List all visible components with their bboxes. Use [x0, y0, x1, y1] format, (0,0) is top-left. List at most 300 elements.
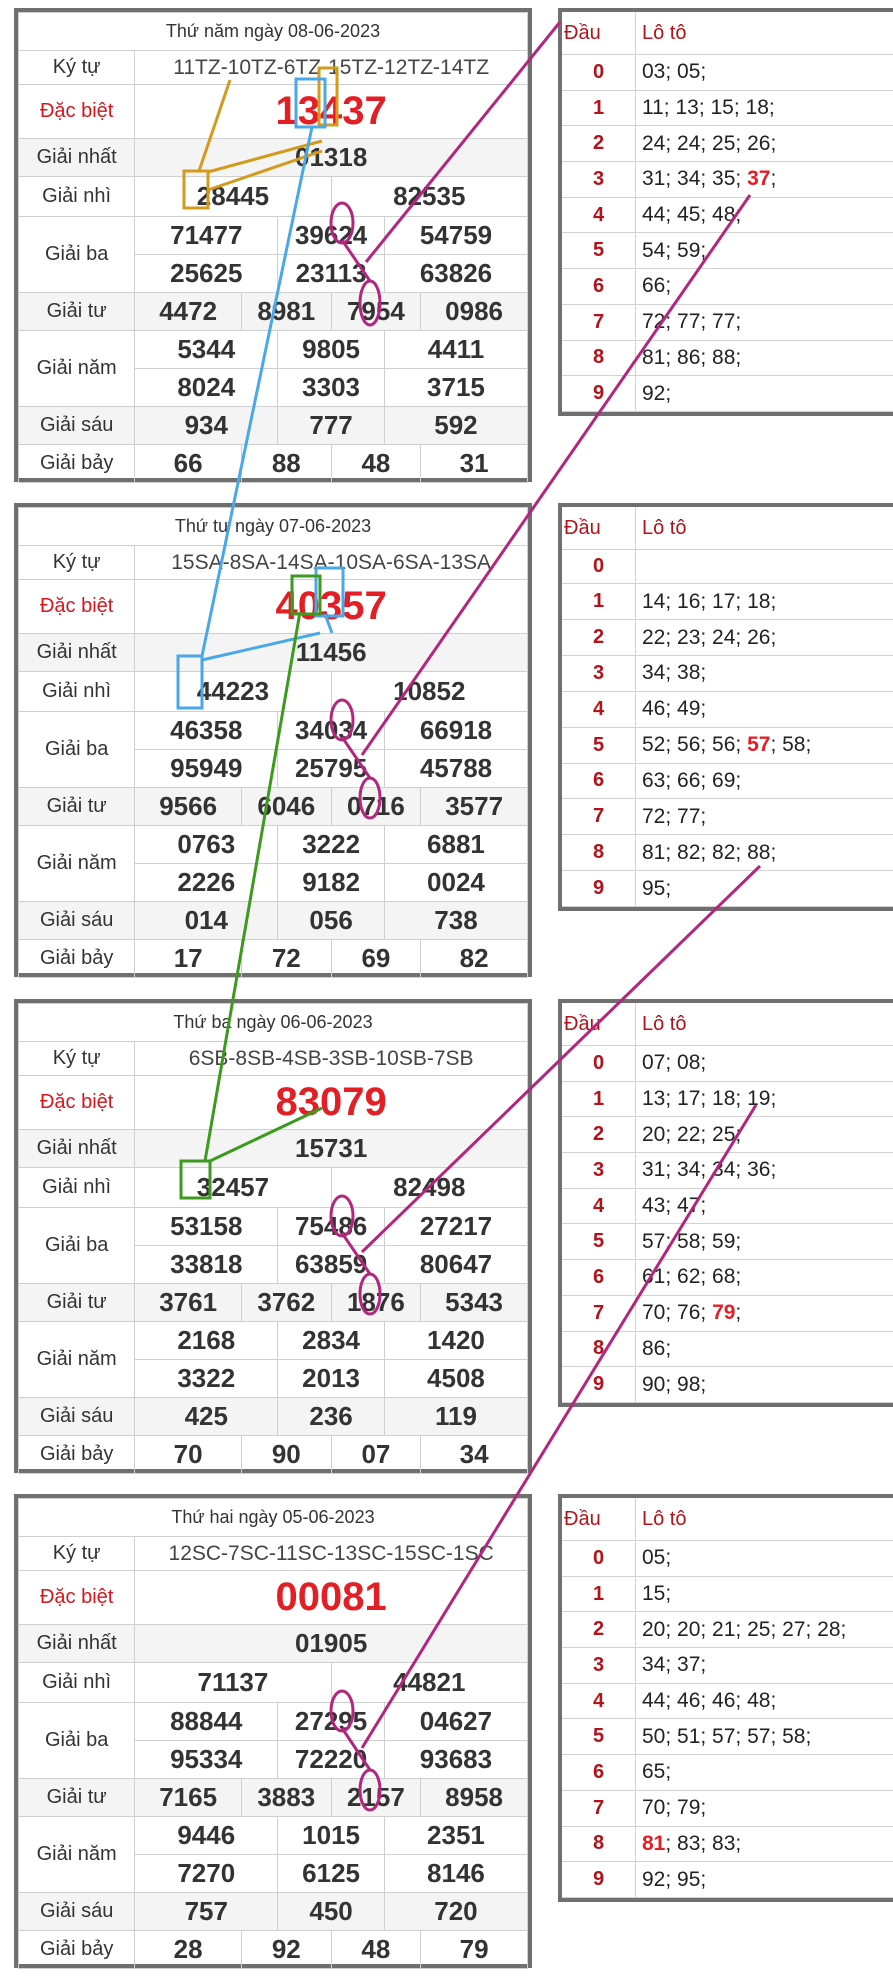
loto-head: 6: [562, 1260, 636, 1296]
sixth-prize-number: 425: [135, 1398, 278, 1436]
loto-row: [562, 126, 893, 162]
loto-values: [636, 620, 893, 656]
sixth-prize-number: 014: [135, 902, 278, 940]
fourth-prize-number: 3577: [421, 788, 528, 826]
loto-head: 8: [562, 1331, 636, 1367]
sixth-prize-number: 777: [278, 407, 385, 445]
seventh-prize-number: 92: [241, 1931, 331, 1969]
loto-head: 0: [562, 550, 636, 584]
loto-text: 31; 34; 34; 36;: [642, 1158, 777, 1182]
loto-highlight: 37: [747, 167, 771, 191]
loto-text: ;: [770, 167, 777, 191]
loto-values: [636, 584, 893, 620]
second-prize-number: 82535: [331, 177, 527, 217]
sixth-prize-number: 720: [384, 1893, 527, 1931]
fifth-prize-number: 4411: [384, 331, 527, 369]
loto-text: 61; 62; 68;: [642, 1265, 742, 1289]
loto-text: 13; 17; 18; 19;: [642, 1087, 777, 1111]
loto-row: [562, 835, 893, 871]
fifth-prize-number: 3303: [278, 369, 385, 407]
day-block: [0, 495, 893, 985]
loto-head: 4: [562, 197, 636, 233]
loto-text: ; 83; 83;: [665, 1831, 742, 1855]
third-prize-label: Giải ba: [19, 1703, 135, 1779]
loto-text: 63; 66; 69;: [642, 768, 742, 792]
draw-title: Thứ ba ngày 06-06-2023: [19, 1004, 528, 1042]
loto-text: 03; 05;: [642, 60, 707, 84]
loto-values: [636, 304, 893, 340]
code-label: Ký tự: [19, 51, 135, 85]
third-prize-number: 80647: [384, 1246, 527, 1284]
loto-row: [562, 656, 893, 692]
first-prize-number: 11456: [135, 634, 528, 672]
third-prize-number: 34034: [278, 712, 385, 750]
loto-values: [636, 550, 893, 584]
third-prize-number: 25795: [278, 750, 385, 788]
loto-text: 07; 08;: [642, 1051, 707, 1075]
third-prize-number: 27217: [384, 1208, 527, 1246]
loto-text: 95;: [642, 876, 672, 900]
loto-table: [558, 1494, 893, 1902]
loto-highlight: 81: [642, 1831, 666, 1855]
loto-head: 2: [562, 1117, 636, 1153]
loto-values: [636, 727, 893, 763]
loto-row: [562, 376, 893, 412]
loto-text: 31; 34; 35;: [642, 167, 748, 191]
loto-head: 8: [562, 835, 636, 871]
dau-header: Đầu: [562, 1498, 636, 1541]
fifth-prize-number: 1420: [384, 1322, 527, 1360]
third-prize-number: 72220: [278, 1741, 385, 1779]
loto-head: 9: [562, 376, 636, 412]
first-prize-number: 15731: [135, 1130, 528, 1168]
fifth-prize-number: 0024: [384, 864, 527, 902]
loto-row: [562, 1331, 893, 1367]
second-prize-label: Giải nhì: [19, 1663, 135, 1703]
loto-head: 0: [562, 1046, 636, 1082]
code-label: Ký tự: [19, 1537, 135, 1571]
loto-row: [562, 584, 893, 620]
special-prize-label: Đặc biệt: [19, 1571, 135, 1625]
loto-text: 22; 23; 24; 26;: [642, 625, 777, 649]
loto-values: [636, 1367, 893, 1403]
loto-values: [636, 799, 893, 835]
third-prize-number: 93683: [384, 1741, 527, 1779]
loto-text: 66;: [642, 274, 672, 298]
loto-head: 9: [562, 871, 636, 907]
third-prize-number: 75486: [278, 1208, 385, 1246]
loto-head: 9: [562, 1367, 636, 1403]
loto-text: 34; 38;: [642, 661, 707, 685]
loto-text: 57; 58; 59;: [642, 1229, 742, 1253]
loto-values: [636, 1648, 893, 1684]
fourth-prize-number: 0716: [331, 788, 421, 826]
loto-row: [562, 763, 893, 799]
third-prize-number: 88844: [135, 1703, 278, 1741]
third-prize-number: 95334: [135, 1741, 278, 1779]
loto-values: [636, 656, 893, 692]
loto-row: [562, 1612, 893, 1648]
seventh-prize-number: 07: [331, 1436, 421, 1474]
loto-row: [562, 1295, 893, 1331]
fifth-prize-number: 6881: [384, 826, 527, 864]
third-prize-number: 04627: [384, 1703, 527, 1741]
fifth-prize-number: 2834: [278, 1322, 385, 1360]
loto-row: [562, 1153, 893, 1189]
loto-values: [636, 1295, 893, 1331]
third-prize-label: Giải ba: [19, 712, 135, 788]
fourth-prize-number: 7165: [135, 1779, 242, 1817]
loto-highlight: 79: [712, 1301, 736, 1325]
loto-table: [558, 999, 893, 1407]
third-prize-number: 95949: [135, 750, 278, 788]
loto-head: 0: [562, 1541, 636, 1577]
first-prize-number: 01318: [135, 139, 528, 177]
loto-text: 72; 77;: [642, 804, 707, 828]
third-prize-number: 39624: [278, 217, 385, 255]
loto-head: 7: [562, 1790, 636, 1826]
dau-header: Đầu: [562, 507, 636, 550]
second-prize-number: 71137: [135, 1663, 331, 1703]
loto-values: [636, 1576, 893, 1612]
loto-row: [562, 1188, 893, 1224]
loto-row: [562, 1367, 893, 1403]
fourth-prize-number: 3761: [135, 1284, 242, 1322]
loto-text: 50; 51; 57; 57; 58;: [642, 1724, 812, 1748]
seventh-prize-number: 79: [421, 1931, 528, 1969]
loto-row: [562, 1081, 893, 1117]
fourth-prize-label: Giải tư: [19, 1284, 135, 1322]
seventh-prize-number: 72: [242, 940, 332, 978]
seventh-prize-number: 90: [241, 1436, 331, 1474]
loto-values: [636, 269, 893, 305]
loto-row: [562, 1224, 893, 1260]
fourth-prize-number: 8958: [421, 1779, 528, 1817]
loto-head: 1: [562, 90, 636, 126]
loto-header: Lô tô: [636, 12, 893, 55]
loto-row: [562, 55, 893, 91]
third-prize-number: 25625: [135, 255, 278, 293]
loto-values: [636, 340, 893, 376]
sixth-prize-number: 592: [384, 407, 527, 445]
fifth-prize-number: 4508: [384, 1360, 527, 1398]
loto-values: [636, 126, 893, 162]
results-table: [14, 8, 532, 482]
second-prize-number: 10852: [331, 672, 527, 712]
loto-text: 43; 47;: [642, 1194, 707, 1218]
loto-head: 5: [562, 1719, 636, 1755]
loto-values: [636, 1862, 893, 1898]
loto-values: [636, 1541, 893, 1577]
fourth-prize-number: 9566: [135, 788, 242, 826]
fourth-prize-number: 8981: [241, 293, 331, 331]
fourth-prize-label: Giải tư: [19, 293, 135, 331]
loto-values: [636, 1790, 893, 1826]
loto-values: [636, 1081, 893, 1117]
second-prize-label: Giải nhì: [19, 672, 135, 712]
first-prize-number: 01905: [135, 1625, 528, 1663]
loto-text: 15;: [642, 1582, 672, 1606]
fifth-prize-label: Giải năm: [19, 331, 135, 407]
loto-text: 44; 45; 48;: [642, 203, 742, 227]
loto-values: [636, 691, 893, 727]
loto-row: [562, 1755, 893, 1791]
third-prize-number: 23113: [278, 255, 385, 293]
fourth-prize-number: 3883: [241, 1779, 331, 1817]
loto-head: 8: [562, 340, 636, 376]
loto-head: 7: [562, 799, 636, 835]
loto-text: 11; 13; 15; 18;: [642, 96, 775, 120]
loto-header: Lô tô: [636, 507, 893, 550]
third-prize-number: 45788: [384, 750, 527, 788]
results-table: [14, 1494, 532, 1968]
third-prize-number: 66918: [384, 712, 527, 750]
loto-head: 2: [562, 126, 636, 162]
special-prize-label: Đặc biệt: [19, 1076, 135, 1130]
first-prize-label: Giải nhất: [19, 634, 135, 672]
loto-values: [636, 197, 893, 233]
fourth-prize-number: 1876: [331, 1284, 421, 1322]
third-prize-number: 71477: [135, 217, 278, 255]
special-prize-number: 13437: [135, 85, 528, 139]
third-prize-number: 27295: [278, 1703, 385, 1741]
fifth-prize-number: 8146: [384, 1855, 527, 1893]
loto-head: 6: [562, 763, 636, 799]
loto-row: [562, 620, 893, 656]
first-prize-label: Giải nhất: [19, 1625, 135, 1663]
loto-head: 9: [562, 1862, 636, 1898]
loto-head: 2: [562, 620, 636, 656]
loto-header: Lô tô: [636, 1003, 893, 1046]
third-prize-label: Giải ba: [19, 1208, 135, 1284]
loto-row: [562, 691, 893, 727]
loto-text: 44; 46; 46; 48;: [642, 1689, 777, 1713]
dau-header: Đầu: [562, 1003, 636, 1046]
loto-values: [636, 1046, 893, 1082]
third-prize-label: Giải ba: [19, 217, 135, 293]
loto-head: 6: [562, 1755, 636, 1791]
fourth-prize-number: 4472: [135, 293, 242, 331]
loto-values: [636, 1260, 893, 1296]
loto-row: [562, 269, 893, 305]
seventh-prize-number: 70: [135, 1436, 242, 1474]
loto-text: 52; 56; 56;: [642, 733, 748, 757]
sixth-prize-number: 738: [384, 902, 527, 940]
loto-text: 90; 98;: [642, 1372, 707, 1396]
fourth-prize-number: 0986: [421, 293, 528, 331]
loto-row: [562, 1683, 893, 1719]
first-prize-label: Giải nhất: [19, 139, 135, 177]
seventh-prize-number: 82: [421, 940, 528, 978]
loto-row: [562, 871, 893, 907]
results-table: [14, 503, 532, 977]
loto-head: 3: [562, 162, 636, 198]
loto-text: 20; 22; 25;: [642, 1122, 742, 1146]
fifth-prize-label: Giải năm: [19, 1817, 135, 1893]
loto-head: 5: [562, 1224, 636, 1260]
loto-values: [636, 376, 893, 412]
loto-row: [562, 1260, 893, 1296]
loto-head: 4: [562, 1188, 636, 1224]
loto-values: [636, 1224, 893, 1260]
loto-values: [636, 1719, 893, 1755]
loto-values: [636, 1188, 893, 1224]
seventh-prize-number: 88: [241, 445, 331, 483]
loto-text: 86;: [642, 1336, 672, 1360]
second-prize-number: 32457: [135, 1168, 331, 1208]
special-prize-label: Đặc biệt: [19, 580, 135, 634]
seventh-prize-number: 17: [135, 940, 242, 978]
draw-code: 15SA-8SA-14SA-10SA-6SA-13SA: [135, 546, 528, 580]
draw-code: 11TZ-10TZ-6TZ-15TZ-12TZ-14TZ: [135, 51, 528, 85]
loto-row: [562, 162, 893, 198]
loto-head: 1: [562, 1576, 636, 1612]
fourth-prize-number: 3762: [241, 1284, 331, 1322]
loto-values: [636, 233, 893, 269]
code-label: Ký tự: [19, 1042, 135, 1076]
fourth-prize-label: Giải tư: [19, 1779, 135, 1817]
seventh-prize-number: 48: [331, 1931, 421, 1969]
loto-text: 70; 79;: [642, 1796, 707, 1820]
loto-row: [562, 727, 893, 763]
fifth-prize-number: 8024: [135, 369, 278, 407]
loto-text: 20; 20; 21; 25; 27; 28;: [642, 1617, 847, 1641]
fifth-prize-number: 3222: [278, 826, 385, 864]
fourth-prize-number: 5343: [421, 1284, 528, 1322]
loto-text: ; 58;: [770, 733, 812, 757]
loto-text: 24; 24; 25; 26;: [642, 131, 777, 155]
draw-title: Thứ năm ngày 08-06-2023: [19, 13, 528, 51]
third-prize-number: 33818: [135, 1246, 278, 1284]
loto-head: 7: [562, 1295, 636, 1331]
fifth-prize-number: 2013: [278, 1360, 385, 1398]
special-prize-number: 00081: [135, 1571, 528, 1625]
fifth-prize-label: Giải năm: [19, 826, 135, 902]
loto-row: [562, 1862, 893, 1898]
loto-row: [562, 197, 893, 233]
loto-head: 2: [562, 1612, 636, 1648]
fifth-prize-number: 2226: [135, 864, 278, 902]
code-label: Ký tự: [19, 546, 135, 580]
sixth-prize-label: Giải sáu: [19, 902, 135, 940]
fifth-prize-number: 7270: [135, 1855, 278, 1893]
draw-title: Thứ tư ngày 07-06-2023: [19, 508, 528, 546]
fifth-prize-number: 5344: [135, 331, 278, 369]
second-prize-number: 44821: [331, 1663, 527, 1703]
third-prize-number: 63826: [384, 255, 527, 293]
loto-head: 3: [562, 1648, 636, 1684]
loto-row: [562, 233, 893, 269]
loto-values: [636, 1153, 893, 1189]
fifth-prize-number: 9182: [278, 864, 385, 902]
loto-highlight: 57: [747, 733, 771, 757]
loto-row: [562, 1541, 893, 1577]
loto-text: 92; 95;: [642, 1867, 707, 1891]
fourth-prize-number: 7954: [331, 293, 421, 331]
fourth-prize-number: 2157: [331, 1779, 421, 1817]
loto-values: [636, 1755, 893, 1791]
special-prize-label: Đặc biệt: [19, 85, 135, 139]
loto-values: [636, 1117, 893, 1153]
loto-row: [562, 90, 893, 126]
seventh-prize-number: 34: [421, 1436, 528, 1474]
loto-values: [636, 90, 893, 126]
loto-text: 92;: [642, 381, 672, 405]
results-table: [14, 999, 532, 1473]
second-prize-number: 82498: [331, 1168, 527, 1208]
seventh-prize-label: Giải bảy: [19, 940, 135, 978]
seventh-prize-label: Giải bảy: [19, 1436, 135, 1474]
loto-values: [636, 1612, 893, 1648]
loto-text: 72; 77; 77;: [642, 310, 742, 334]
dau-header: Đầu: [562, 12, 636, 55]
loto-row: [562, 1790, 893, 1826]
sixth-prize-number: 934: [135, 407, 278, 445]
draw-code: 12SC-7SC-11SC-13SC-15SC-1SC: [135, 1537, 528, 1571]
loto-row: [562, 1046, 893, 1082]
day-block: [0, 1486, 893, 1976]
loto-head: 3: [562, 1153, 636, 1189]
seventh-prize-number: 31: [421, 445, 528, 483]
fifth-prize-number: 2351: [384, 1817, 527, 1855]
loto-text: 65;: [642, 1760, 672, 1784]
seventh-prize-label: Giải bảy: [19, 1931, 135, 1969]
loto-head: 3: [562, 656, 636, 692]
third-prize-number: 46358: [135, 712, 278, 750]
loto-text: 46; 49;: [642, 697, 707, 721]
loto-values: [636, 1331, 893, 1367]
loto-text: 34; 37;: [642, 1653, 707, 1677]
loto-text: 05;: [642, 1546, 672, 1570]
loto-table: [558, 8, 893, 416]
third-prize-number: 54759: [384, 217, 527, 255]
loto-head: 5: [562, 727, 636, 763]
loto-values: [636, 871, 893, 907]
sixth-prize-label: Giải sáu: [19, 1893, 135, 1931]
fifth-prize-number: 9446: [135, 1817, 278, 1855]
fifth-prize-number: 6125: [278, 1855, 385, 1893]
loto-values: [636, 835, 893, 871]
fifth-prize-number: 3322: [135, 1360, 278, 1398]
loto-row: [562, 304, 893, 340]
loto-values: [636, 162, 893, 198]
loto-head: 7: [562, 304, 636, 340]
first-prize-label: Giải nhất: [19, 1130, 135, 1168]
loto-row: [562, 799, 893, 835]
second-prize-number: 44223: [135, 672, 331, 712]
loto-row: [562, 1719, 893, 1755]
third-prize-number: 63859: [278, 1246, 385, 1284]
draw-code: 6SB-8SB-4SB-3SB-10SB-7SB: [135, 1042, 528, 1076]
day-block: [0, 0, 893, 490]
draw-title: Thứ hai ngày 05-06-2023: [19, 1499, 528, 1537]
sixth-prize-number: 757: [135, 1893, 278, 1931]
loto-values: [636, 55, 893, 91]
loto-row: [562, 1117, 893, 1153]
loto-head: 8: [562, 1826, 636, 1862]
loto-head: 1: [562, 584, 636, 620]
loto-head: 4: [562, 691, 636, 727]
second-prize-label: Giải nhì: [19, 1168, 135, 1208]
loto-text: 81; 86; 88;: [642, 345, 742, 369]
special-prize-number: 40357: [135, 580, 528, 634]
seventh-prize-number: 28: [135, 1931, 242, 1969]
loto-values: [636, 763, 893, 799]
loto-head: 5: [562, 233, 636, 269]
loto-text: 14; 16; 17; 18;: [642, 589, 777, 613]
loto-head: 6: [562, 269, 636, 305]
sixth-prize-number: 056: [278, 902, 385, 940]
